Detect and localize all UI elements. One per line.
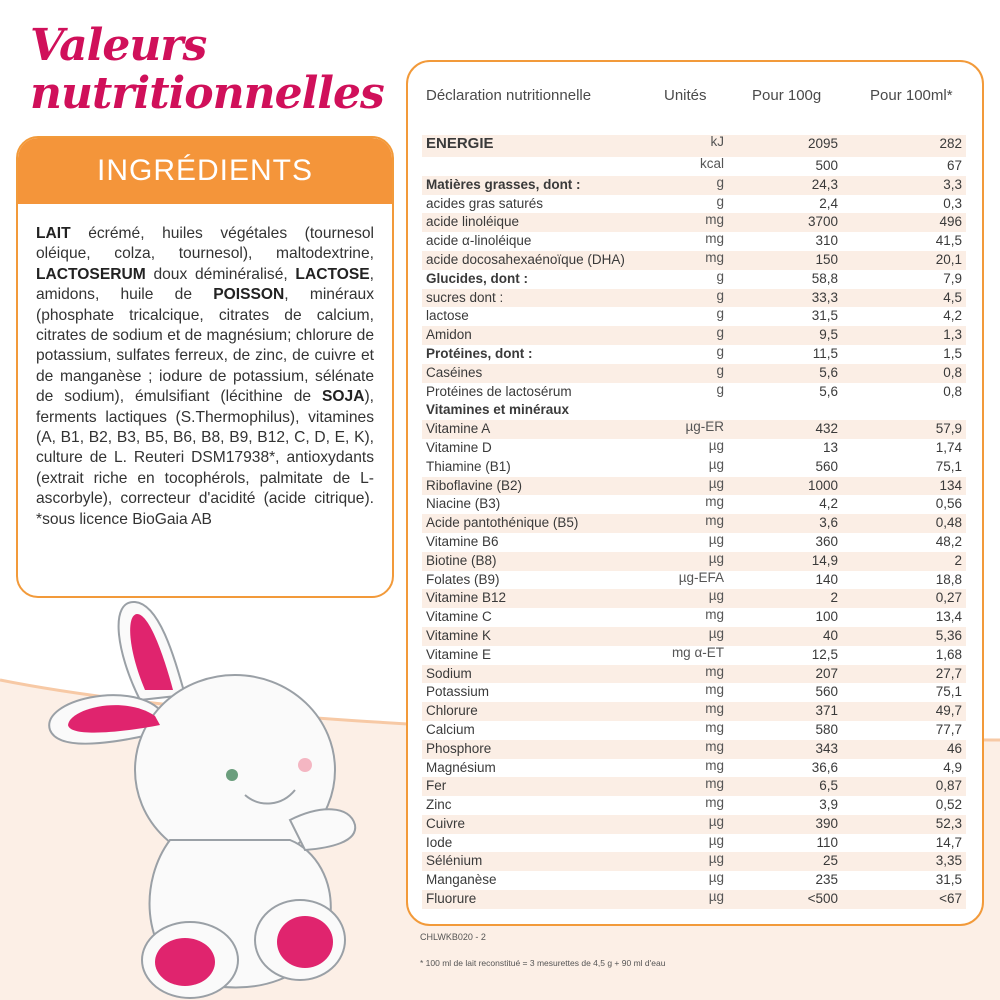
- header-per-100g: Pour 100g: [752, 87, 822, 104]
- unit: g: [716, 306, 724, 322]
- unit: g: [716, 325, 724, 341]
- nutrient-name: Calcium: [426, 721, 475, 737]
- value-per-100g: 432: [815, 421, 838, 437]
- table-row: [422, 383, 966, 402]
- value-per-100g: 110: [816, 834, 838, 850]
- ingredients-text: [18, 204, 392, 530]
- value-per-100ml: <67: [939, 891, 962, 907]
- table-row: [422, 852, 966, 871]
- value-per-100g: <500: [807, 891, 838, 907]
- value-per-100g: 1000: [807, 477, 838, 493]
- unit: mg: [705, 231, 724, 247]
- unit: µg: [708, 531, 724, 547]
- nutrient-name: Chlorure: [426, 703, 478, 719]
- nutrient-name: Glucides, dont :: [426, 270, 529, 286]
- nutrient-name: Vitamine E: [426, 646, 492, 662]
- unit: µg: [708, 851, 724, 867]
- value-per-100g: 207: [815, 665, 838, 681]
- value-per-100ml: 134: [939, 477, 962, 493]
- value-per-100ml: 0,52: [935, 797, 962, 813]
- table-row: [422, 589, 966, 608]
- unit: µg-EFA: [678, 569, 724, 585]
- table-row: [422, 495, 966, 514]
- table-row: [422, 157, 966, 176]
- unit: g: [716, 174, 724, 190]
- value-per-100g: 500: [815, 158, 838, 173]
- nutrient-name: Niacine (B3): [426, 496, 501, 512]
- unit: mg: [705, 776, 724, 792]
- value-per-100ml: 3,35: [935, 853, 962, 869]
- table-row: [422, 477, 966, 496]
- value-per-100ml: 13,4: [935, 609, 962, 625]
- value-per-100ml: 27,7: [935, 665, 962, 681]
- nutrient-name: Vitamine D: [426, 439, 492, 455]
- value-per-100g: 6,5: [819, 778, 838, 794]
- unit: µg: [708, 550, 724, 566]
- unit: µg: [708, 456, 724, 472]
- value-per-100g: 33,3: [811, 289, 838, 305]
- value-per-100g: 343: [815, 740, 838, 756]
- value-per-100g: 580: [815, 721, 838, 737]
- table-row: [422, 759, 966, 778]
- ingredients-header: INGRÉDIENTS: [18, 138, 392, 204]
- ingredient-text: écrémé, huiles végétales (tournesol oléique, colza, tournesol), maltodextrine,: [36, 225, 374, 263]
- value-per-100ml: 282: [939, 136, 962, 151]
- value-per-100ml: 7,9: [943, 270, 962, 286]
- value-per-100ml: 31,5: [935, 872, 962, 888]
- nutrient-name: Phosphore: [426, 740, 492, 756]
- value-per-100ml: 0,3: [943, 195, 962, 211]
- value-per-100ml: 49,7: [935, 703, 962, 719]
- unit: mg: [705, 701, 724, 717]
- value-per-100g: 360: [815, 533, 838, 549]
- value-per-100ml: 496: [939, 214, 962, 230]
- value-per-100g: 11,5: [812, 345, 838, 361]
- value-per-100g: 371: [815, 703, 838, 719]
- nutrient-name: Thiamine (B1): [426, 458, 511, 474]
- value-per-100ml: 5,36: [935, 627, 962, 643]
- ingredient-text: , amidons, huile de: [36, 265, 374, 304]
- nutrient-name: Biotine (B8): [426, 552, 497, 568]
- unit: mg: [705, 663, 724, 679]
- nutrient-name: Vitamines et minéraux: [426, 402, 570, 418]
- unit: µg: [708, 475, 724, 491]
- nutrient-name: Zinc: [426, 797, 452, 813]
- nutrient-name: Riboflavine (B2): [426, 477, 523, 493]
- value-per-100g: 24,3: [811, 176, 838, 192]
- value-per-100ml: 1,5: [943, 345, 962, 361]
- table-row: [422, 326, 966, 345]
- table-row: [422, 871, 966, 890]
- table-body: [422, 135, 966, 909]
- table-row: [422, 307, 966, 326]
- value-per-100g: 235: [815, 872, 838, 888]
- value-per-100ml: 4,5: [943, 289, 962, 305]
- ingredient-allergen: SOJA: [322, 388, 365, 406]
- value-per-100g: 36,6: [811, 759, 838, 775]
- nutrient-name: Iode: [426, 834, 453, 850]
- unit: mg: [705, 249, 724, 265]
- value-per-100ml: 67: [946, 158, 962, 173]
- value-per-100ml: 52,3: [935, 815, 962, 831]
- value-per-100g: 31,5: [811, 308, 838, 324]
- ingredient-allergen: LACTOSE: [295, 265, 370, 283]
- unit: mg α-ET: [671, 644, 724, 660]
- table-row: [422, 420, 966, 439]
- value-per-100ml: 1,3: [943, 327, 962, 343]
- value-per-100ml: 41,5: [935, 233, 962, 249]
- value-per-100g: 25: [822, 853, 838, 869]
- nutrient-name: Manganèse: [426, 872, 497, 888]
- unit: mg: [705, 513, 724, 529]
- table-row: [422, 721, 966, 740]
- value-per-100g: 310: [815, 233, 838, 249]
- table-row: [422, 815, 966, 834]
- nutrient-name: Fluorure: [426, 891, 477, 907]
- unit: g: [716, 343, 724, 359]
- value-per-100g: 3700: [807, 214, 838, 230]
- ingredient-text: , minéraux (phosphate tricalcique, citrates de calcium, citrates de sodium et de magnésium; chlorure de potassium, sulfates ferreux, de zinc, de cuivre et de manganèse ; iodure de potassium, sélénate de sodium), émulsifiant (lécithine de: [36, 286, 374, 406]
- unit: µg-ER: [685, 419, 724, 435]
- value-per-100g: 12,5: [811, 646, 838, 662]
- nutrient-name: Amidon: [426, 327, 472, 343]
- table-row: [422, 364, 966, 383]
- ingredients-card: [16, 136, 394, 598]
- unit: µg: [708, 813, 724, 829]
- value-per-100ml: 0,8: [943, 383, 962, 399]
- nutrient-name: acide linoléique: [426, 214, 520, 230]
- table-row: [422, 458, 966, 477]
- table-row: [422, 213, 966, 232]
- value-per-100ml: 77,7: [935, 721, 962, 737]
- unit: µg: [708, 889, 724, 905]
- unit: µg: [708, 588, 724, 604]
- nutrition-table: [406, 60, 984, 926]
- table-row: [422, 608, 966, 627]
- nutrient-name: Cuivre: [426, 815, 466, 831]
- nutrient-name: acides gras saturés: [426, 195, 544, 211]
- unit: mg: [705, 212, 724, 228]
- nutrient-name: sucres dont :: [426, 289, 504, 305]
- unit: g: [716, 268, 724, 284]
- table-row: [422, 176, 966, 195]
- nutrient-name: Acide pantothénique (B5): [426, 515, 579, 531]
- unit: µg: [708, 625, 724, 641]
- nutrient-name: Folates (B9): [426, 571, 500, 587]
- value-per-100g: 40: [822, 627, 838, 643]
- table-row: [422, 195, 966, 214]
- value-per-100g: 2095: [807, 136, 838, 151]
- table-row: [422, 232, 966, 251]
- value-per-100g: 58,8: [811, 270, 838, 286]
- table-row: [422, 289, 966, 308]
- nutrient-name: Sodium: [426, 665, 472, 681]
- nutrient-name: Matières grasses, dont :: [426, 176, 581, 192]
- value-per-100ml: 0,87: [935, 778, 962, 794]
- header-declaration: Déclaration nutritionnelle: [426, 87, 592, 104]
- value-per-100g: 4,2: [819, 496, 838, 512]
- value-per-100ml: 0,27: [935, 590, 962, 606]
- unit: kJ: [710, 134, 724, 149]
- table-row: [422, 514, 966, 533]
- table-row: [422, 796, 966, 815]
- unit: g: [716, 362, 724, 378]
- product-code: CHLWKB020 - 2: [420, 932, 486, 942]
- value-per-100ml: 75,1: [935, 684, 962, 700]
- value-per-100ml: 14,7: [935, 834, 962, 850]
- value-per-100ml: 4,2: [943, 308, 962, 324]
- unit: µg: [708, 437, 724, 453]
- page-title: Valeurs nutritionnelles: [30, 20, 384, 119]
- unit: µg: [708, 870, 724, 886]
- unit: mg: [705, 795, 724, 811]
- unit: g: [716, 287, 724, 303]
- table-row: [422, 251, 966, 270]
- value-per-100ml: 4,9: [943, 759, 962, 775]
- unit: mg: [705, 494, 724, 510]
- value-per-100ml: 3,3: [943, 176, 962, 192]
- bunny-illustration: [20, 590, 380, 1000]
- table-row: [422, 740, 966, 759]
- unit: kcal: [699, 156, 724, 171]
- nutrient-name: Vitamine B12: [426, 590, 507, 606]
- ingredient-allergen: LAIT: [36, 225, 71, 242]
- unit: mg: [705, 607, 724, 623]
- nutrient-name: Fer: [426, 778, 447, 794]
- table-row: [422, 345, 966, 364]
- nutrient-name: acide docosahexaénoïque (DHA): [426, 251, 625, 267]
- footnote: * 100 ml de lait reconstitué = 3 mesurettes de 4,5 g + 90 ml d'eau: [420, 958, 666, 968]
- unit: mg: [705, 757, 724, 773]
- table-row: [422, 890, 966, 909]
- value-per-100g: 14,9: [811, 552, 838, 568]
- value-per-100ml: 57,9: [935, 421, 962, 437]
- value-per-100ml: 0,8: [943, 364, 962, 380]
- table-row: [422, 834, 966, 853]
- value-per-100g: 150: [815, 251, 838, 267]
- ingredient-text: doux déminéralisé,: [145, 265, 296, 283]
- nutrient-name: Vitamine C: [426, 609, 492, 625]
- value-per-100g: 2: [830, 590, 838, 606]
- value-per-100g: 560: [815, 684, 838, 700]
- value-per-100g: 13: [822, 439, 838, 455]
- nutrient-name: Sélénium: [426, 853, 483, 869]
- value-per-100g: 390: [815, 815, 838, 831]
- value-per-100ml: 48,2: [935, 533, 962, 549]
- value-per-100g: 560: [815, 458, 838, 474]
- ingredient-text: ), ferments lactiques (S.Thermophilus), vitamines (A, B1, B2, B3, B5, B6, B8, B9, B12, C, D, E, K), culture de L. Reuteri DSM17938*, antioxydants (extrait riche en tocophérols, palmitate de L-ascorbyle), correcteur d'acidité (acide citrique). *sous licence BioGaia AB: [36, 388, 374, 528]
- nutrient-name: Protéines de lactosérum: [426, 383, 572, 399]
- nutrient-name: Vitamine B6: [426, 533, 499, 549]
- value-per-100ml: 0,48: [935, 515, 962, 531]
- nutrient-name: Caséines: [426, 364, 483, 380]
- table-row: [422, 533, 966, 552]
- table-row: [422, 646, 966, 665]
- nutrient-name: Magnésium: [426, 759, 496, 775]
- value-per-100ml: 75,1: [935, 458, 962, 474]
- table-row: [422, 270, 966, 289]
- table-row: [422, 777, 966, 796]
- header-per-100ml: Pour 100ml*: [870, 87, 953, 104]
- value-per-100g: 140: [815, 571, 838, 587]
- table-header: [408, 62, 982, 132]
- table-row: [422, 665, 966, 684]
- ingredient-allergen: POISSON: [213, 286, 285, 304]
- nutrient-name: ENERGIE: [426, 135, 494, 152]
- table-row: [422, 571, 966, 590]
- nutrient-name: acide α-linoléique: [426, 233, 532, 249]
- unit: µg: [708, 832, 724, 848]
- unit: mg: [705, 719, 724, 735]
- nutrient-name: lactose: [426, 308, 469, 324]
- value-per-100ml: 1,74: [935, 439, 962, 455]
- value-per-100g: 100: [815, 609, 838, 625]
- table-row: [422, 135, 966, 157]
- value-per-100ml: 0,56: [935, 496, 962, 512]
- value-per-100g: 3,9: [819, 797, 838, 813]
- nutrient-name: Protéines, dont :: [426, 345, 533, 361]
- value-per-100g: 3,6: [819, 515, 838, 531]
- value-per-100ml: 2: [954, 552, 962, 568]
- table-row: [422, 683, 966, 702]
- unit: mg: [705, 682, 724, 698]
- value-per-100g: 9,5: [819, 327, 838, 343]
- nutrient-name: Vitamine A: [426, 421, 491, 437]
- value-per-100g: 2,4: [819, 195, 838, 211]
- unit: g: [716, 381, 724, 397]
- value-per-100ml: 20,1: [935, 251, 962, 267]
- unit: g: [716, 193, 724, 209]
- value-per-100ml: 18,8: [935, 571, 962, 587]
- value-per-100ml: 1,68: [935, 646, 962, 662]
- unit: mg: [705, 738, 724, 754]
- value-per-100g: 5,6: [819, 383, 838, 399]
- table-row: [422, 702, 966, 721]
- nutrient-name: Vitamine K: [426, 627, 492, 643]
- value-per-100g: 5,6: [819, 364, 838, 380]
- nutrient-name: Potassium: [426, 684, 490, 700]
- ingredient-allergen: LACTOSERUM: [36, 265, 146, 283]
- table-row: [422, 439, 966, 458]
- value-per-100ml: 46: [946, 740, 962, 756]
- header-units: Unités: [664, 87, 707, 104]
